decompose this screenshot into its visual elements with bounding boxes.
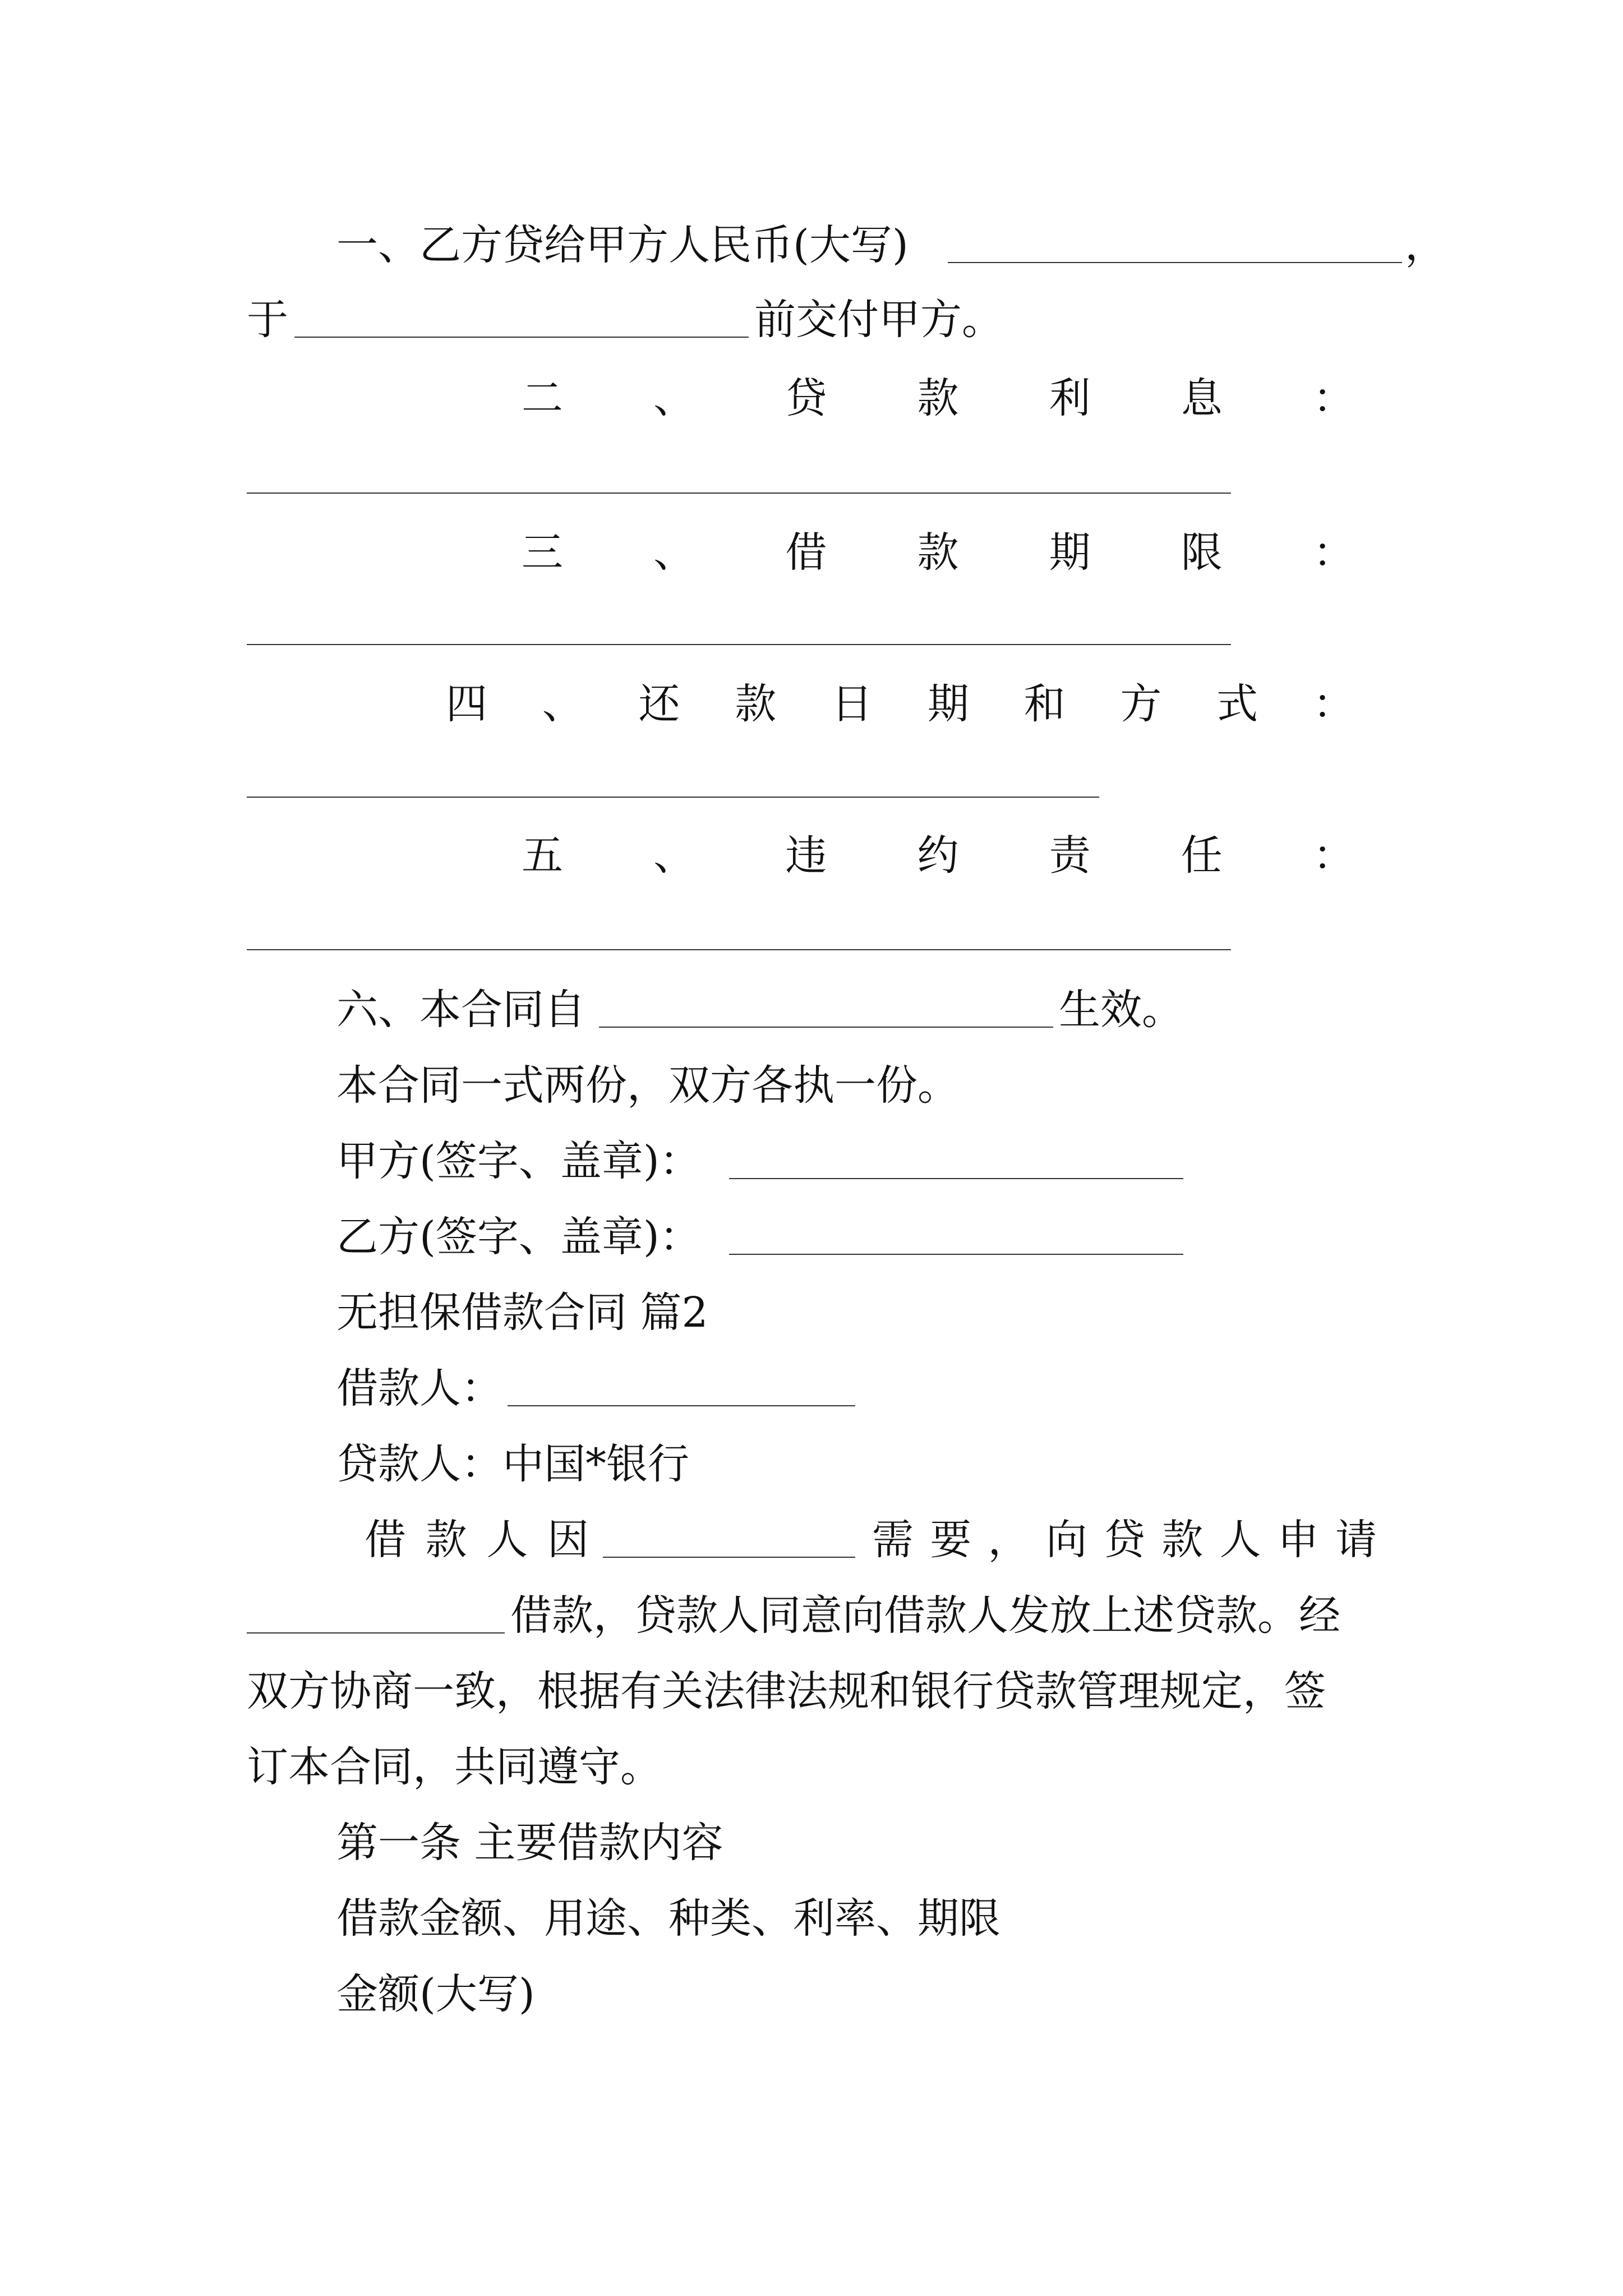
- clause3-char: 款: [917, 528, 959, 577]
- items-text: 借款金额、用途、种类、利率、期限: [336, 1894, 1000, 1943]
- clause2-char: 、: [653, 374, 695, 422]
- clause3-char: 期: [1049, 528, 1091, 577]
- clause5-char: 任: [1181, 831, 1223, 880]
- para-char: 借: [365, 1516, 406, 1564]
- para-char: 因: [547, 1516, 589, 1564]
- clause4-char: 还: [638, 680, 680, 728]
- clause5-char: 约: [917, 831, 959, 880]
- clause2-heading: [522, 362, 1354, 435]
- clause3-char: 限: [1181, 528, 1223, 577]
- clause4-char: 款: [735, 680, 777, 728]
- para-char: 人: [1219, 1516, 1261, 1564]
- clause2-char: 二: [522, 374, 563, 422]
- clause4-char: 式: [1216, 680, 1258, 728]
- borrower-label: 借款人：: [336, 1364, 502, 1412]
- clause2-blank: [247, 493, 1231, 494]
- para-char: 贷: [1104, 1516, 1145, 1564]
- clause4-char: 日: [831, 680, 873, 728]
- clause6-effective: 生效。: [1059, 986, 1183, 1034]
- section-title: 无担保借款合同 篇2: [336, 1289, 708, 1337]
- para-char: ，: [988, 1516, 1030, 1564]
- clause2-char: ：: [1312, 374, 1354, 422]
- para-char: 需: [872, 1516, 914, 1564]
- party-b-blank: [729, 1254, 1183, 1255]
- para-char: 申: [1277, 1516, 1319, 1564]
- clause4-char: 、: [542, 680, 584, 728]
- clause2-char: 利: [1049, 374, 1091, 422]
- article1-heading: 第一条 主要借款内容: [336, 1819, 723, 1867]
- borrower-blank: [508, 1405, 855, 1406]
- para-char: 人: [486, 1516, 528, 1564]
- clause1-amount-blank: [948, 262, 1402, 263]
- clause1-yu: 于: [247, 296, 288, 344]
- clause3-char: ：: [1312, 528, 1354, 577]
- para-char: 款: [425, 1516, 467, 1564]
- clause4-char: ：: [1312, 680, 1354, 728]
- clause3-char: 三: [522, 528, 563, 577]
- clause5-heading: [522, 819, 1354, 892]
- para-char: 款: [1161, 1516, 1204, 1564]
- clause6-date-blank: [599, 1027, 1053, 1028]
- amount-label: 金额(大写): [336, 1970, 535, 2018]
- clause1-comma: ，: [1405, 221, 1446, 269]
- clause4-heading: [446, 668, 1354, 740]
- clause2-char: 息: [1181, 374, 1223, 422]
- clause5-char: 违: [785, 831, 827, 880]
- para-char: 要: [930, 1516, 972, 1564]
- clause3-char: 、: [653, 528, 695, 577]
- para-line2: 借款，贷款人同意向借款人发放上述贷款。经: [510, 1591, 1340, 1640]
- clause5-char: 五: [522, 831, 563, 880]
- clause1-deliver: 前交付甲方。: [754, 296, 1003, 344]
- clause1-date-blank: [294, 337, 749, 338]
- para-line1-end: [872, 1503, 1377, 1576]
- para-char: 请: [1335, 1516, 1377, 1564]
- para-amount-blank: [247, 1632, 505, 1634]
- para-line1-start: [365, 1503, 589, 1576]
- para-line3: 双方协商一致，根据有关法律法规和银行贷款管理规定，签: [247, 1667, 1326, 1715]
- clause1-text: 一、乙方贷给甲方人民币(大写): [336, 221, 909, 269]
- clause3-char: 借: [785, 528, 827, 577]
- clause2-char: 款: [917, 374, 959, 422]
- para-char: 向: [1045, 1516, 1087, 1564]
- clause4-char: 和: [1023, 680, 1066, 728]
- party-a-label: 甲方(签字、盖章)：: [336, 1137, 701, 1185]
- para-line4: 订本合同，共同遵守。: [247, 1743, 662, 1791]
- clause5-char: ：: [1312, 831, 1354, 880]
- clause3-heading: [522, 516, 1354, 589]
- clause5-char: 责: [1049, 831, 1091, 880]
- para-reason-blank: [603, 1557, 855, 1558]
- clause3-blank: [247, 644, 1231, 645]
- party-a-blank: [729, 1178, 1183, 1179]
- clause5-char: 、: [653, 831, 695, 880]
- clause4-blank: [247, 797, 1099, 798]
- copies-text: 本合同一式两份，双方各执一份。: [336, 1061, 959, 1110]
- clause2-char: 贷: [785, 374, 827, 422]
- clause6-text: 六、本合同自: [336, 986, 585, 1034]
- clause4-char: 期: [927, 680, 969, 728]
- clause5-blank: [247, 949, 1231, 950]
- lender-label: 贷款人：中国*银行: [336, 1440, 689, 1488]
- clause4-char: 四: [446, 680, 487, 728]
- clause4-char: 方: [1120, 680, 1162, 728]
- party-b-label: 乙方(签字、盖章)：: [336, 1213, 701, 1261]
